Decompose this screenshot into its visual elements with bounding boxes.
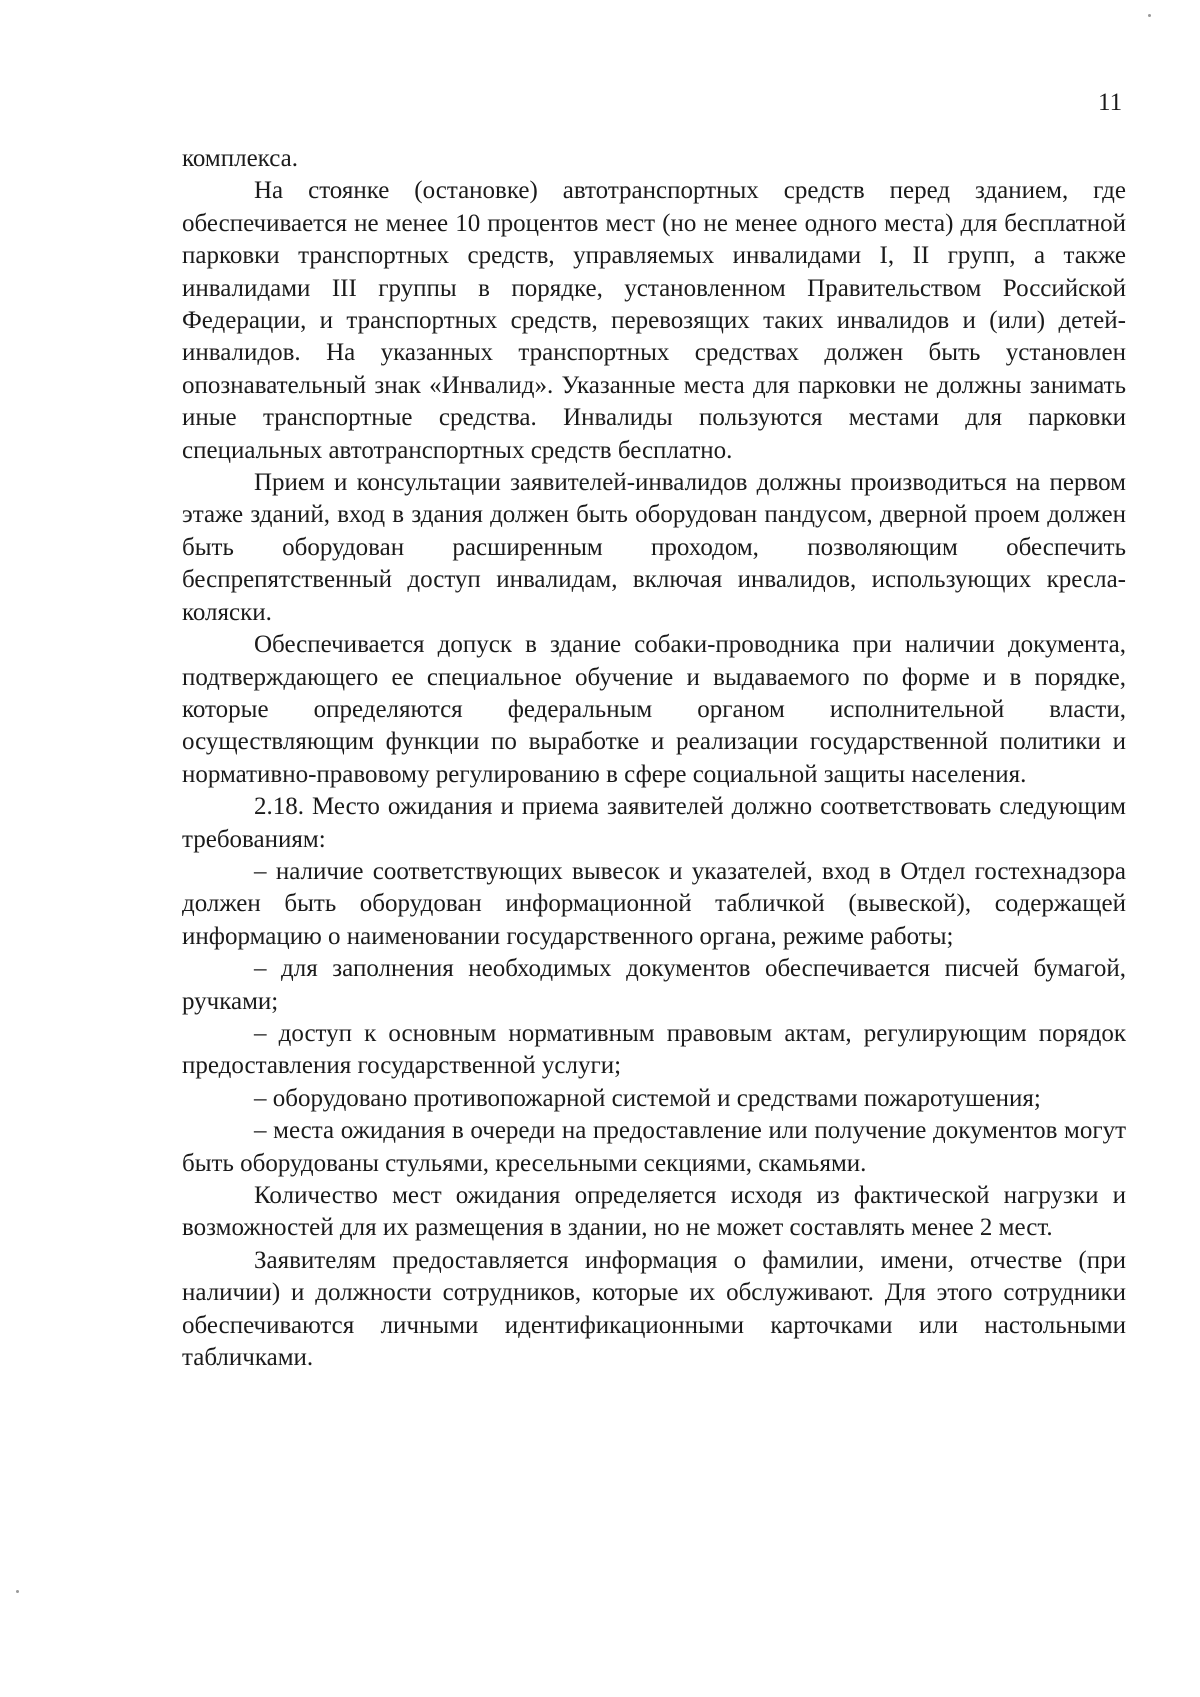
- paragraph: На стоянке (остановке) автотранспортных средств перед зданием, где обеспечивается не менее 10 процентов мест (но не менее одного места) для бесплатной парковки транспортных средств, управляемых инвалидами I, II групп, а также инвалидами III группы в порядке, установленном Правительством Российской Федерации, и транспортных средств, перевозящих таких инвалидов и (или) детей-инвалидов. На указанных транспортных средствах должен быть установлен опознавательный знак «Инвалид». Указанные места для парковки не должны занимать иные транспортные средства. Инвалиды пользуются местами для парковки специальных автотранспортных средств бесплатно.: [182, 177, 1126, 464]
- list-item: – места ожидания в очереди на предоставление или получение документов могут быть оборудованы стульями, кресельными секциями, скамьями.: [182, 1117, 1126, 1177]
- list-item: – для заполнения необходимых документов обеспечивается писчей бумагой, ручками;: [182, 955, 1126, 1015]
- section-heading-paragraph: 2.18. Место ожидания и приема заявителей должно соответствовать следующим требованиям:: [182, 793, 1126, 853]
- paragraph: комплекса.: [182, 145, 298, 172]
- scan-dot-mark: [1148, 14, 1151, 17]
- list-item: – наличие соответствующих вывесок и указателей, вход в Отдел гостехнадзора должен быть оборудован информационной табличкой (вывеской), содержащей информацию о наименовании государственного органа, режиме работы;: [182, 857, 1126, 950]
- list-item: – оборудовано противопожарной системой и средствами пожаротушения;: [254, 1084, 1041, 1112]
- list-item: – доступ к основным нормативным правовым актам, регулирующим порядок предоставления государственной услуги;: [182, 1019, 1126, 1080]
- document-body: [182, 143, 1126, 1374]
- paragraph: Количество мест ожидания определяется исходя из фактической нагрузки и возможностей для их размещения в здании, но не может составлять менее 2 мест.: [182, 1182, 1126, 1242]
- paragraph: Прием и консультации заявителей-инвалидов должны производиться на первом этаже зданий, вход в здания должен быть оборудован пандусом, дверной проем должен быть оборудован расширенным проходом, позволяющим обеспечить беспрепятственный доступ инвалидам, включая инвалидов, использующих кресла-коляски.: [182, 469, 1126, 626]
- page-number: 11: [1098, 89, 1123, 116]
- paragraph: Обеспечивается допуск в здание собаки-проводника при наличии документа, подтверждающего ее специальное обучение и выдаваемого по форме и в порядке, которые определяются федеральным органом исполнительной власти, осуществляющим функции по выработке и реализации государственной политики и нормативно-правовому регулированию в сфере социальной защиты населения.: [182, 631, 1126, 788]
- scan-dot-mark: [16, 1590, 19, 1593]
- paragraph: Заявителям предоставляется информация о фамилии, имени, отчестве (при наличии) и должности сотрудников, которые их обслуживают. Для этого сотрудники обеспечиваются личными идентификационными карточками или настольными табличками.: [182, 1246, 1126, 1372]
